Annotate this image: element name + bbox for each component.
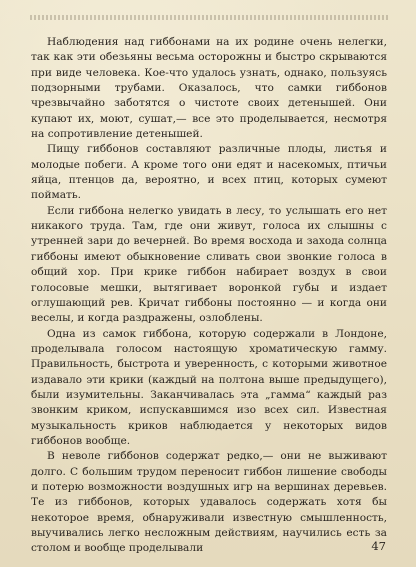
paragraph: Пищу гиббонов составляют различные плоды, листья и молодые побеги. А кроме того они едят и насекомых, птичьи яйца, птенцов да, вероятно, и всех птиц, которых сумеют поймать.	[31, 143, 387, 202]
paragraph: Если гиббона нелегко увидать в лесу, то услышать его нет никакого труда. Там, где они живут, голоса их слышны с утренней зари до вечерней. Во время восхода и захода солнца гиббоны имеют обыкновение сливать свои звонкие голоса в общий хор. При крике гиббон набирает воздух в свои голосовые мешки, вытягивает воронкой губы и издает оглушающий рев. Кричат гиббоны постоянно — и когда они веселы, и когда раздражены, озлоблены.	[31, 204, 387, 325]
page-number: 47	[371, 539, 386, 553]
paragraph: Одна из самок гиббона, которую содержали в Лондоне, проделывала голосом настоящую хроматическую гамму. Правильность, быстрота и уверенность, с которыми животное издавало эти крики (каждый на полтона выше предыдущего), были изумительны. Заканчивалась эта „гамма“ каждый раз звонким криком, испускавшимся изо всех сил. Известная музыкальность криков наблюдается у некоторых видов гиббонов вообще.	[31, 327, 387, 447]
paragraph: Наблюдения над гиббонами на их родине очень нелегки, так как эти обезьяны весьма осторожны и быстро скрываются при виде человека. Кое-что удалось узнать, однако, пользуясь подзорными трубами. Оказалось, что самки гиббонов чрезвычайно заботятся о чистоте своих детенышей. Они купают их, моют, сушат,— все это проделывается, несмотря на сопротивление детенышей.	[31, 36, 387, 141]
paragraph: В неволе гиббонов содержат редко,— они не выживают долго. С большим трудом переносит гиббон лишение свободы и потерю возможности воздушных игр на вершинах деревьев. Те из гиббонов, которых удавалось содержать хотя бы некоторое время, обнаруживали известную смышленность, выучивались легко несложным действиям, научились есть за столом и вообще проделывали	[31, 450, 387, 555]
decorative-top-rule	[30, 15, 388, 20]
body-text	[31, 35, 387, 557]
